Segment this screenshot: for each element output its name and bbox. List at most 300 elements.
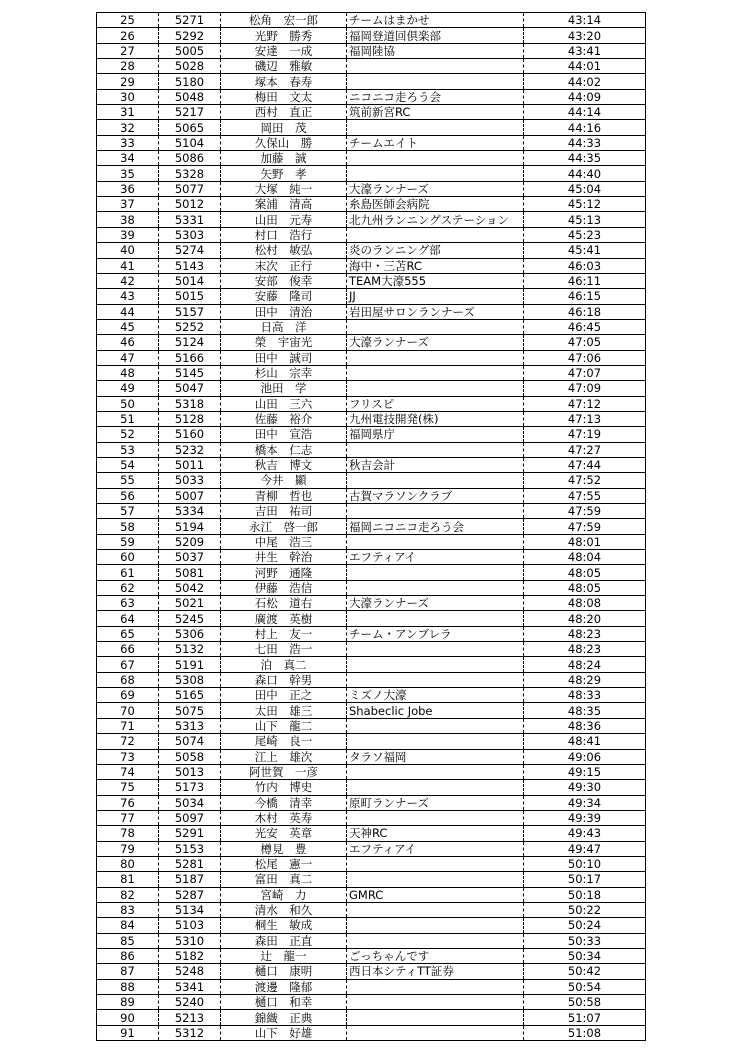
team-name-cell: 炎のランニング部 xyxy=(347,243,524,258)
place-cell: 67 xyxy=(97,657,159,672)
team-name-cell xyxy=(347,734,524,749)
team-name-cell: 九州電技開発(株) xyxy=(347,411,524,426)
place-cell: 38 xyxy=(97,212,159,227)
bib-number-cell: 5318 xyxy=(159,396,221,411)
team-name-cell: GMRC xyxy=(347,887,524,902)
place-cell: 39 xyxy=(97,227,159,242)
table-row xyxy=(97,933,646,948)
runner-name-cell: 田中 誠司 xyxy=(221,350,347,365)
team-name-cell: ごっちゃんです xyxy=(347,948,524,963)
place-cell: 35 xyxy=(97,166,159,181)
team-name-cell: 古賀マラソンクラブ xyxy=(347,488,524,503)
table-row xyxy=(97,396,646,411)
table-row xyxy=(97,227,646,242)
runner-name-cell: 佐藤 裕介 xyxy=(221,411,347,426)
runner-name-cell: 今井 顯 xyxy=(221,473,347,488)
table-row xyxy=(97,442,646,457)
team-name-cell xyxy=(347,995,524,1010)
team-name-cell xyxy=(347,365,524,380)
table-row xyxy=(97,856,646,871)
table-row xyxy=(97,672,646,687)
bib-number-cell: 5252 xyxy=(159,319,221,334)
table-row xyxy=(97,488,646,503)
place-cell: 26 xyxy=(97,28,159,43)
place-cell: 45 xyxy=(97,319,159,334)
runner-name-cell: 渡邊 隆郁 xyxy=(221,979,347,994)
table-row xyxy=(97,350,646,365)
table-row xyxy=(97,611,646,626)
team-name-cell xyxy=(347,780,524,795)
bib-number-cell: 5086 xyxy=(159,151,221,166)
runner-name-cell: 伊藤 浩信 xyxy=(221,580,347,595)
finish-time-cell: 47:52 xyxy=(524,473,646,488)
runner-name-cell: 吉田 祐司 xyxy=(221,504,347,519)
finish-time-cell: 48:04 xyxy=(524,550,646,565)
runner-name-cell: 樋口 康明 xyxy=(221,964,347,979)
team-name-cell: TEAM大濠555 xyxy=(347,273,524,288)
place-cell: 89 xyxy=(97,995,159,1010)
place-cell: 41 xyxy=(97,258,159,273)
runner-name-cell: 松尾 憲一 xyxy=(221,856,347,871)
runner-name-cell: 橋本 仁志 xyxy=(221,442,347,457)
runner-name-cell: 錦織 正典 xyxy=(221,1010,347,1025)
finish-time-cell: 48:24 xyxy=(524,657,646,672)
runner-name-cell: 青柳 哲也 xyxy=(221,488,347,503)
bib-number-cell: 5274 xyxy=(159,243,221,258)
team-name-cell: エフティアイ xyxy=(347,841,524,856)
table-row xyxy=(97,89,646,104)
runner-name-cell: 田中 宣浩 xyxy=(221,427,347,442)
runner-name-cell: 森口 幹男 xyxy=(221,672,347,687)
place-cell: 40 xyxy=(97,243,159,258)
place-cell: 58 xyxy=(97,519,159,534)
table-row xyxy=(97,1010,646,1025)
table-row xyxy=(97,780,646,795)
table-row xyxy=(97,105,646,120)
finish-time-cell: 49:15 xyxy=(524,764,646,779)
finish-time-cell: 47:59 xyxy=(524,504,646,519)
table-row xyxy=(97,1025,646,1040)
table-row xyxy=(97,841,646,856)
table-row xyxy=(97,457,646,472)
place-cell: 76 xyxy=(97,795,159,810)
bib-number-cell: 5028 xyxy=(159,59,221,74)
finish-time-cell: 44:40 xyxy=(524,166,646,181)
runner-name-cell: 榮 宇宙光 xyxy=(221,335,347,350)
bib-number-cell: 5281 xyxy=(159,856,221,871)
runner-name-cell: 尾崎 良一 xyxy=(221,734,347,749)
finish-time-cell: 44:33 xyxy=(524,135,646,150)
bib-number-cell: 5124 xyxy=(159,335,221,350)
finish-time-cell: 47:55 xyxy=(524,488,646,503)
table-row xyxy=(97,319,646,334)
table-row xyxy=(97,948,646,963)
team-name-cell: 秋吉会計 xyxy=(347,457,524,472)
team-name-cell: チームはまかせ xyxy=(347,13,524,28)
table-row xyxy=(97,534,646,549)
team-name-cell xyxy=(347,856,524,871)
table-row xyxy=(97,197,646,212)
table-row xyxy=(97,626,646,641)
table-row xyxy=(97,764,646,779)
team-name-cell: Shabeclic Jobe xyxy=(347,703,524,718)
runner-name-cell: 山田 三六 xyxy=(221,396,347,411)
team-name-cell: JJ xyxy=(347,289,524,304)
finish-time-cell: 47:06 xyxy=(524,350,646,365)
runner-name-cell: 河野 通隆 xyxy=(221,565,347,580)
runner-name-cell: 中尾 浩三 xyxy=(221,534,347,549)
place-cell: 29 xyxy=(97,74,159,89)
place-cell: 28 xyxy=(97,59,159,74)
bib-number-cell: 5005 xyxy=(159,43,221,58)
runner-name-cell: 加藤 誠 xyxy=(221,151,347,166)
team-name-cell: 西日本シティTT証券 xyxy=(347,964,524,979)
bib-number-cell: 5081 xyxy=(159,565,221,580)
finish-time-cell: 44:01 xyxy=(524,59,646,74)
finish-time-cell: 44:02 xyxy=(524,74,646,89)
team-name-cell xyxy=(347,902,524,917)
bib-number-cell: 5128 xyxy=(159,411,221,426)
team-name-cell: 福岡県庁 xyxy=(347,427,524,442)
table-row xyxy=(97,304,646,319)
bib-number-cell: 5007 xyxy=(159,488,221,503)
bib-number-cell: 5074 xyxy=(159,734,221,749)
bib-number-cell: 5173 xyxy=(159,780,221,795)
table-row xyxy=(97,335,646,350)
team-name-cell xyxy=(347,718,524,733)
team-name-cell xyxy=(347,611,524,626)
team-name-cell xyxy=(347,442,524,457)
finish-time-cell: 47:13 xyxy=(524,411,646,426)
table-row xyxy=(97,212,646,227)
bib-number-cell: 5048 xyxy=(159,89,221,104)
team-name-cell: タラソ福岡 xyxy=(347,749,524,764)
runner-name-cell: 久保山 勝 xyxy=(221,135,347,150)
finish-time-cell: 45:41 xyxy=(524,243,646,258)
place-cell: 74 xyxy=(97,764,159,779)
runner-name-cell: 阿世賀 一彦 xyxy=(221,764,347,779)
bib-number-cell: 5303 xyxy=(159,227,221,242)
runner-name-cell: 日高 洋 xyxy=(221,319,347,334)
bib-number-cell: 5037 xyxy=(159,550,221,565)
bib-number-cell: 5187 xyxy=(159,872,221,887)
finish-time-cell: 47:09 xyxy=(524,381,646,396)
runner-name-cell: 光野 勝秀 xyxy=(221,28,347,43)
finish-time-cell: 47:27 xyxy=(524,442,646,457)
table-row xyxy=(97,273,646,288)
team-name-cell: 福岡登道回倶楽部 xyxy=(347,28,524,43)
finish-time-cell: 44:14 xyxy=(524,105,646,120)
table-row xyxy=(97,734,646,749)
place-cell: 55 xyxy=(97,473,159,488)
finish-time-cell: 48:33 xyxy=(524,688,646,703)
bib-number-cell: 5011 xyxy=(159,457,221,472)
place-cell: 75 xyxy=(97,780,159,795)
finish-time-cell: 44:09 xyxy=(524,89,646,104)
team-name-cell xyxy=(347,642,524,657)
finish-time-cell: 50:58 xyxy=(524,995,646,1010)
bib-number-cell: 5013 xyxy=(159,764,221,779)
finish-time-cell: 48:08 xyxy=(524,596,646,611)
results-table xyxy=(96,12,646,1041)
bib-number-cell: 5153 xyxy=(159,841,221,856)
team-name-cell: チーム・アンブレラ xyxy=(347,626,524,641)
place-cell: 71 xyxy=(97,718,159,733)
runner-name-cell: 岡田 茂 xyxy=(221,120,347,135)
table-row xyxy=(97,657,646,672)
table-row xyxy=(97,59,646,74)
place-cell: 44 xyxy=(97,304,159,319)
finish-time-cell: 50:17 xyxy=(524,872,646,887)
runner-name-cell: 塚本 春寿 xyxy=(221,74,347,89)
bib-number-cell: 5021 xyxy=(159,596,221,611)
bib-number-cell: 5160 xyxy=(159,427,221,442)
team-name-cell: 大濠ランナーズ xyxy=(347,335,524,350)
runner-name-cell: 光安 英章 xyxy=(221,826,347,841)
finish-time-cell: 47:05 xyxy=(524,335,646,350)
runner-name-cell: 山下 龍二 xyxy=(221,718,347,733)
team-name-cell xyxy=(347,933,524,948)
place-cell: 65 xyxy=(97,626,159,641)
table-row xyxy=(97,979,646,994)
bib-number-cell: 5291 xyxy=(159,826,221,841)
runner-name-cell: 秋吉 博文 xyxy=(221,457,347,472)
runner-name-cell: 池田 学 xyxy=(221,381,347,396)
table-row xyxy=(97,718,646,733)
place-cell: 80 xyxy=(97,856,159,871)
runner-name-cell: 矢野 孝 xyxy=(221,166,347,181)
bib-number-cell: 5245 xyxy=(159,611,221,626)
bib-number-cell: 5310 xyxy=(159,933,221,948)
table-row xyxy=(97,795,646,810)
team-name-cell xyxy=(347,580,524,595)
place-cell: 46 xyxy=(97,335,159,350)
team-name-cell xyxy=(347,227,524,242)
team-name-cell xyxy=(347,504,524,519)
bib-number-cell: 5213 xyxy=(159,1010,221,1025)
bib-number-cell: 5209 xyxy=(159,534,221,549)
team-name-cell: 原町ランナーズ xyxy=(347,795,524,810)
runner-name-cell: 西村 直正 xyxy=(221,105,347,120)
finish-time-cell: 49:43 xyxy=(524,826,646,841)
runner-name-cell: 梅田 文太 xyxy=(221,89,347,104)
team-name-cell xyxy=(347,1025,524,1040)
runner-name-cell: 江上 雄次 xyxy=(221,749,347,764)
bib-number-cell: 5334 xyxy=(159,504,221,519)
finish-time-cell: 50:33 xyxy=(524,933,646,948)
results-body xyxy=(97,13,646,1041)
finish-time-cell: 45:23 xyxy=(524,227,646,242)
finish-time-cell: 48:05 xyxy=(524,580,646,595)
bib-number-cell: 5331 xyxy=(159,212,221,227)
team-name-cell: 大濠ランナーズ xyxy=(347,596,524,611)
team-name-cell: ニコニコ走ろう会 xyxy=(347,89,524,104)
finish-time-cell: 45:04 xyxy=(524,181,646,196)
table-row xyxy=(97,580,646,595)
place-cell: 47 xyxy=(97,350,159,365)
place-cell: 36 xyxy=(97,181,159,196)
finish-time-cell: 49:47 xyxy=(524,841,646,856)
bib-number-cell: 5165 xyxy=(159,688,221,703)
place-cell: 81 xyxy=(97,872,159,887)
finish-time-cell: 43:41 xyxy=(524,43,646,58)
table-row xyxy=(97,872,646,887)
table-row xyxy=(97,166,646,181)
team-name-cell xyxy=(347,120,524,135)
place-cell: 62 xyxy=(97,580,159,595)
place-cell: 66 xyxy=(97,642,159,657)
bib-number-cell: 5042 xyxy=(159,580,221,595)
bib-number-cell: 5248 xyxy=(159,964,221,979)
bib-number-cell: 5287 xyxy=(159,887,221,902)
team-name-cell xyxy=(347,565,524,580)
table-row xyxy=(97,473,646,488)
bib-number-cell: 5328 xyxy=(159,166,221,181)
place-cell: 25 xyxy=(97,13,159,28)
place-cell: 68 xyxy=(97,672,159,687)
team-name-cell xyxy=(347,918,524,933)
table-row xyxy=(97,289,646,304)
team-name-cell xyxy=(347,166,524,181)
bib-number-cell: 5047 xyxy=(159,381,221,396)
finish-time-cell: 48:05 xyxy=(524,565,646,580)
table-row xyxy=(97,826,646,841)
bib-number-cell: 5191 xyxy=(159,657,221,672)
runner-name-cell: 山下 好雄 xyxy=(221,1025,347,1040)
place-cell: 83 xyxy=(97,902,159,917)
team-name-cell xyxy=(347,74,524,89)
bib-number-cell: 5180 xyxy=(159,74,221,89)
place-cell: 86 xyxy=(97,948,159,963)
team-name-cell xyxy=(347,59,524,74)
table-row xyxy=(97,887,646,902)
bib-number-cell: 5012 xyxy=(159,197,221,212)
team-name-cell: エフティアイ xyxy=(347,550,524,565)
place-cell: 63 xyxy=(97,596,159,611)
finish-time-cell: 50:24 xyxy=(524,918,646,933)
place-cell: 34 xyxy=(97,151,159,166)
finish-time-cell: 48:23 xyxy=(524,642,646,657)
place-cell: 82 xyxy=(97,887,159,902)
finish-time-cell: 50:22 xyxy=(524,902,646,917)
finish-time-cell: 49:39 xyxy=(524,810,646,825)
table-row xyxy=(97,258,646,273)
team-name-cell: 海中・三苫RC xyxy=(347,258,524,273)
place-cell: 69 xyxy=(97,688,159,703)
finish-time-cell: 47:12 xyxy=(524,396,646,411)
place-cell: 32 xyxy=(97,120,159,135)
finish-time-cell: 47:07 xyxy=(524,365,646,380)
runner-name-cell: 宮崎 力 xyxy=(221,887,347,902)
runner-name-cell: 清水 和久 xyxy=(221,902,347,917)
runner-name-cell: 安部 俊幸 xyxy=(221,273,347,288)
team-name-cell: ミズノ大濠 xyxy=(347,688,524,703)
place-cell: 77 xyxy=(97,810,159,825)
runner-name-cell: 案浦 清高 xyxy=(221,197,347,212)
bib-number-cell: 5145 xyxy=(159,365,221,380)
runner-name-cell: 今橋 清幸 xyxy=(221,795,347,810)
runner-name-cell: 大塚 純一 xyxy=(221,181,347,196)
team-name-cell xyxy=(347,319,524,334)
bib-number-cell: 5143 xyxy=(159,258,221,273)
finish-time-cell: 43:14 xyxy=(524,13,646,28)
bib-number-cell: 5065 xyxy=(159,120,221,135)
bib-number-cell: 5157 xyxy=(159,304,221,319)
bib-number-cell: 5134 xyxy=(159,902,221,917)
place-cell: 90 xyxy=(97,1010,159,1025)
runner-name-cell: 樽見 豊 xyxy=(221,841,347,856)
finish-time-cell: 44:16 xyxy=(524,120,646,135)
place-cell: 42 xyxy=(97,273,159,288)
runner-name-cell: 山田 元寿 xyxy=(221,212,347,227)
table-row xyxy=(97,810,646,825)
team-name-cell: 天神RC xyxy=(347,826,524,841)
place-cell: 78 xyxy=(97,826,159,841)
table-row xyxy=(97,596,646,611)
place-cell: 60 xyxy=(97,550,159,565)
table-row xyxy=(97,642,646,657)
bib-number-cell: 5312 xyxy=(159,1025,221,1040)
team-name-cell xyxy=(347,810,524,825)
bib-number-cell: 5232 xyxy=(159,442,221,457)
runner-name-cell: 泊 真二 xyxy=(221,657,347,672)
table-row xyxy=(97,28,646,43)
runner-name-cell: 安達 一成 xyxy=(221,43,347,58)
finish-time-cell: 50:34 xyxy=(524,948,646,963)
place-cell: 73 xyxy=(97,749,159,764)
team-name-cell: 大濠ランナーズ xyxy=(347,181,524,196)
place-cell: 52 xyxy=(97,427,159,442)
place-cell: 88 xyxy=(97,979,159,994)
team-name-cell: フリスピ xyxy=(347,396,524,411)
finish-time-cell: 49:30 xyxy=(524,780,646,795)
team-name-cell xyxy=(347,534,524,549)
finish-time-cell: 50:10 xyxy=(524,856,646,871)
finish-time-cell: 47:59 xyxy=(524,519,646,534)
finish-time-cell: 48:01 xyxy=(524,534,646,549)
bib-number-cell: 5104 xyxy=(159,135,221,150)
table-row xyxy=(97,550,646,565)
table-row xyxy=(97,427,646,442)
table-row xyxy=(97,135,646,150)
team-name-cell xyxy=(347,672,524,687)
bib-number-cell: 5194 xyxy=(159,519,221,534)
place-cell: 31 xyxy=(97,105,159,120)
bib-number-cell: 5182 xyxy=(159,948,221,963)
team-name-cell xyxy=(347,872,524,887)
place-cell: 30 xyxy=(97,89,159,104)
bib-number-cell: 5292 xyxy=(159,28,221,43)
table-row xyxy=(97,749,646,764)
place-cell: 48 xyxy=(97,365,159,380)
finish-time-cell: 47:44 xyxy=(524,457,646,472)
place-cell: 70 xyxy=(97,703,159,718)
team-name-cell: 筑前新宮RC xyxy=(347,105,524,120)
place-cell: 64 xyxy=(97,611,159,626)
bib-number-cell: 5132 xyxy=(159,642,221,657)
finish-time-cell: 50:42 xyxy=(524,964,646,979)
finish-time-cell: 48:20 xyxy=(524,611,646,626)
table-row xyxy=(97,181,646,196)
table-row xyxy=(97,918,646,933)
bib-number-cell: 5271 xyxy=(159,13,221,28)
finish-time-cell: 49:06 xyxy=(524,749,646,764)
team-name-cell xyxy=(347,657,524,672)
bib-number-cell: 5103 xyxy=(159,918,221,933)
team-name-cell xyxy=(347,151,524,166)
runner-name-cell: 末次 正行 xyxy=(221,258,347,273)
bib-number-cell: 5077 xyxy=(159,181,221,196)
